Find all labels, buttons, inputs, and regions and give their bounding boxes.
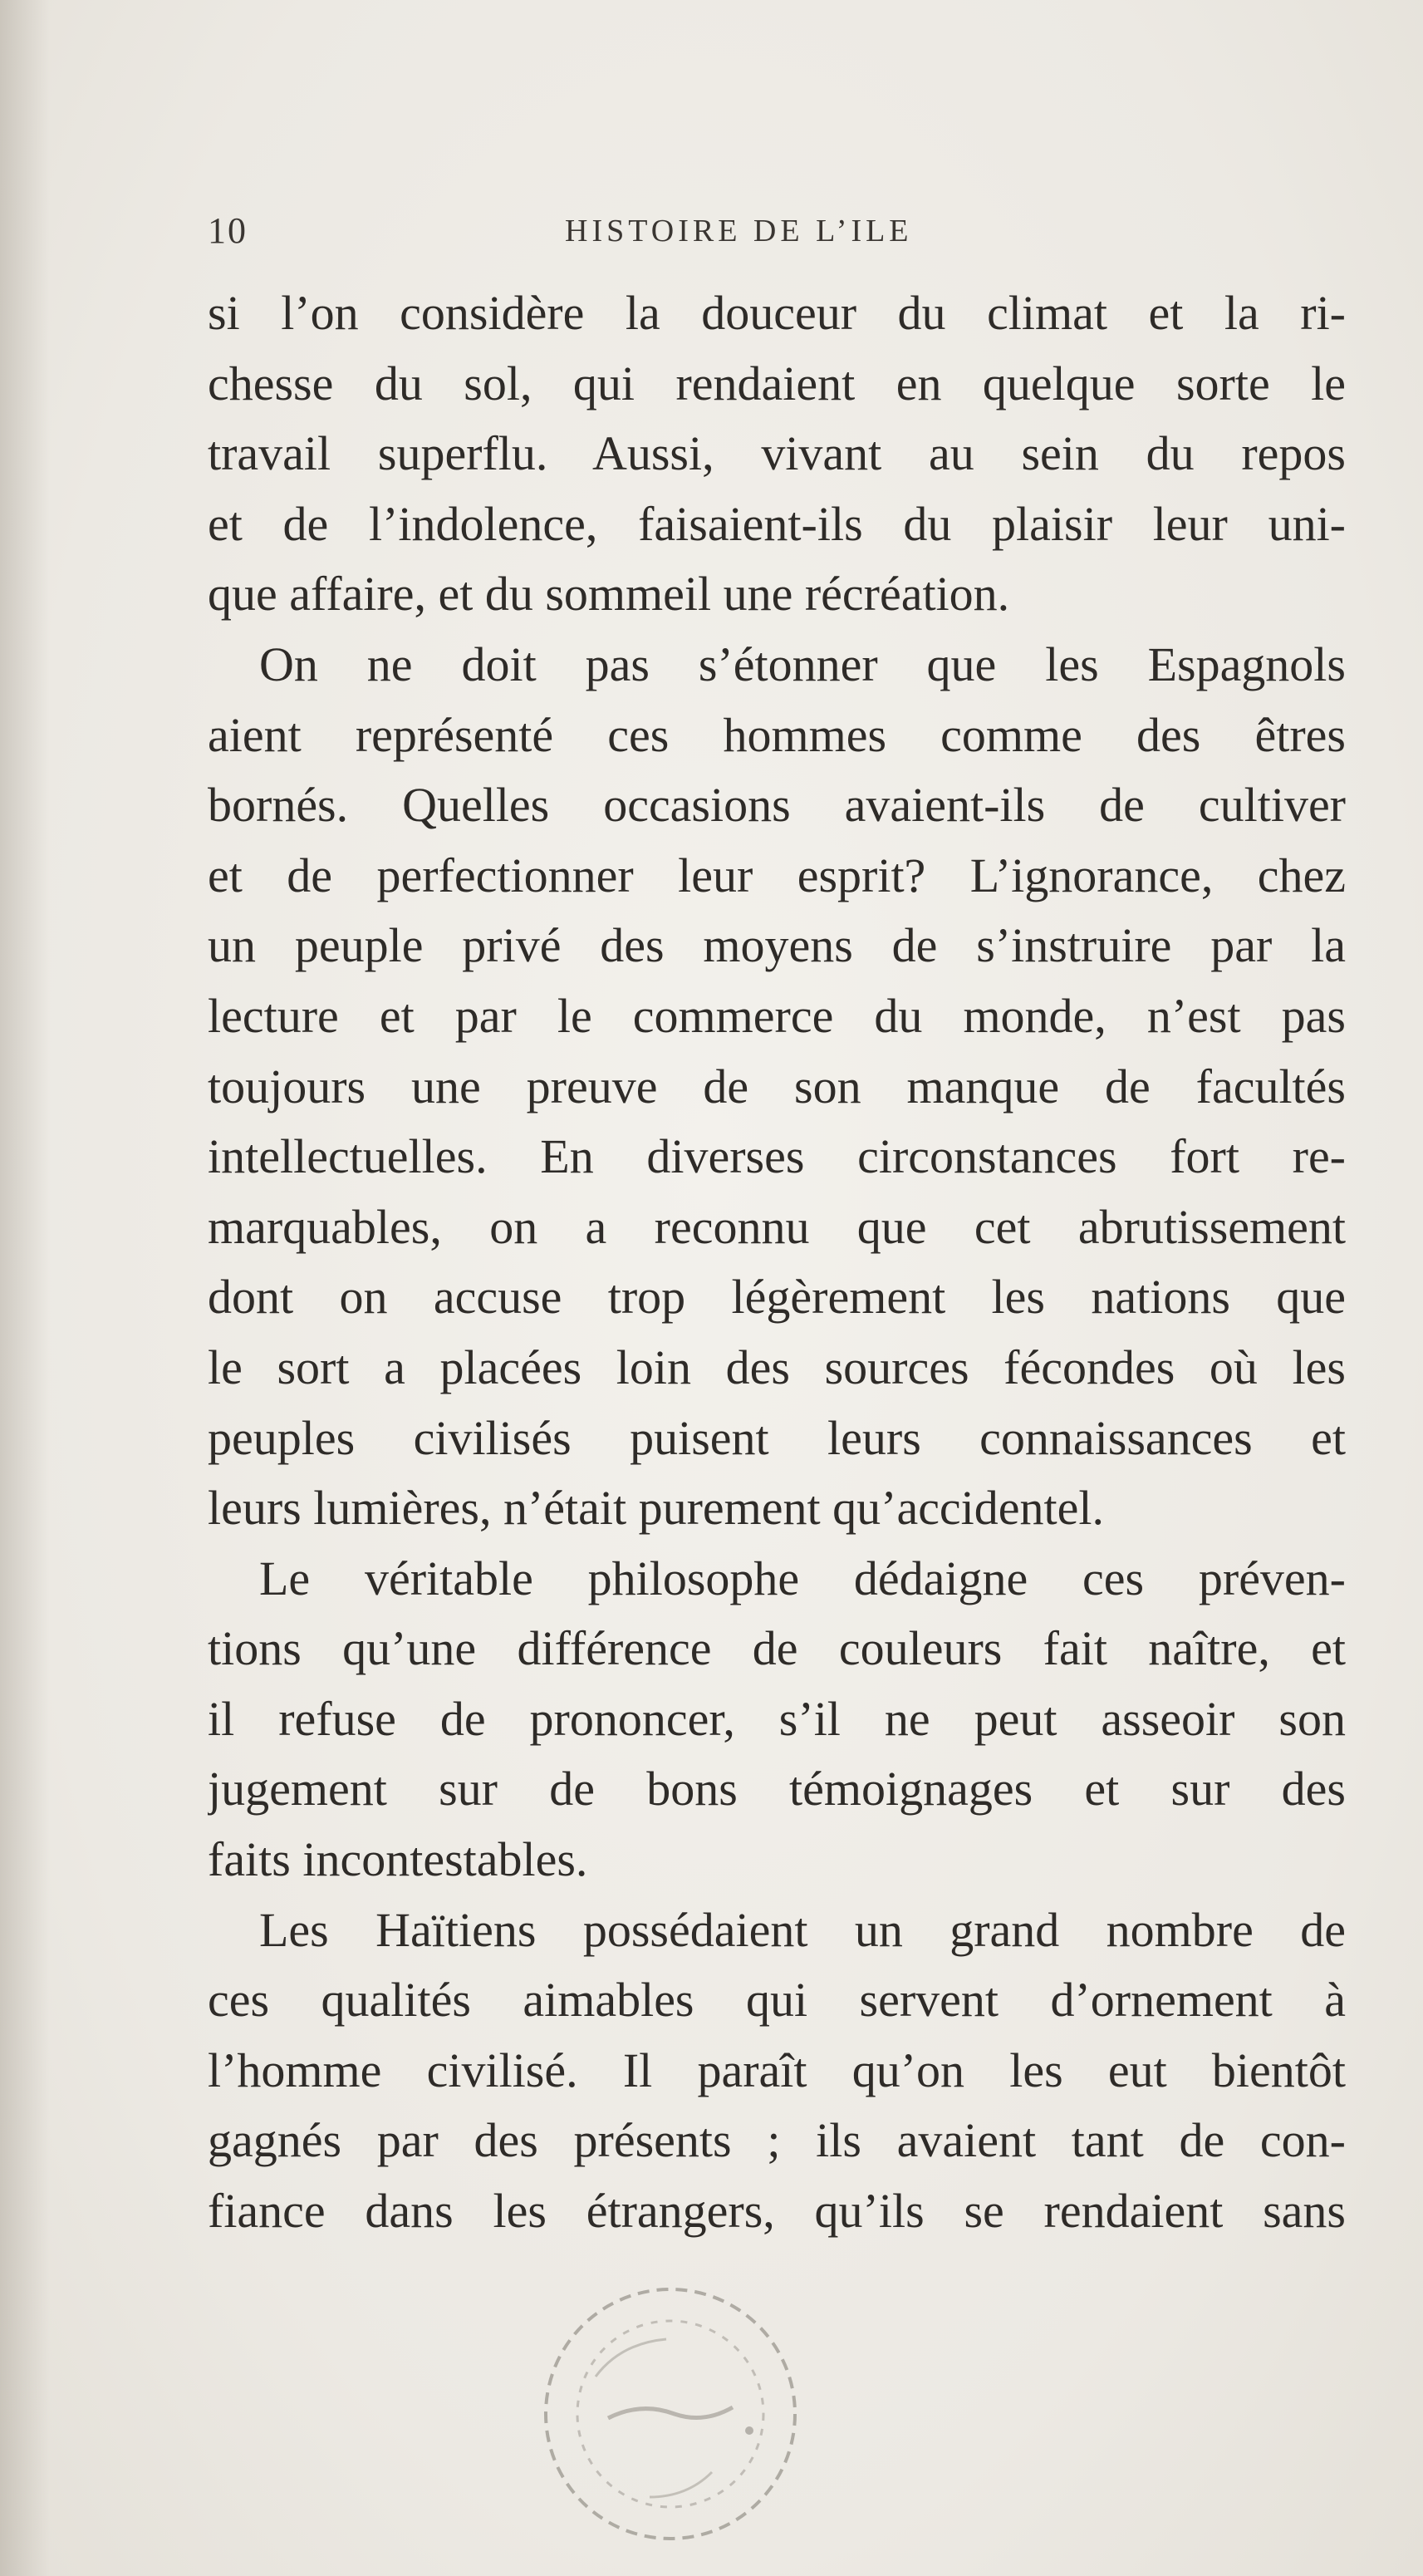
- paragraph-first-line: Le véritable philosophe dédaigne ces préven-: [259, 1551, 1346, 1605]
- text-line: un peuple privé des moyens de s’instruire par la: [208, 918, 1346, 973]
- running-title: HISTOIRE DE L’ILE: [565, 214, 913, 248]
- text-line: chesse du sol, qui rendaient en quelque sorte le: [208, 356, 1346, 410]
- running-head: [208, 209, 1346, 259]
- text-line: et de perfectionner leur esprit? L’ignorance, chez: [208, 848, 1346, 902]
- text-line: fiance dans les étrangers, qu’ils se rendaient sans: [208, 2184, 1346, 2239]
- library-stamp-icon: [517, 2277, 824, 2551]
- text-line: et de l’indolence, faisaient-ils du plaisir leur uni-: [208, 496, 1346, 551]
- text-line: l’homme civilisé. Il paraît qu’on les eut bientôt: [208, 2043, 1346, 2097]
- text-line: leurs lumières, n’était purement qu’accidentel.: [208, 1481, 1105, 1536]
- text-line: que affaire, et du sommeil une récréation.: [208, 567, 1010, 622]
- text-line: bornés. Quelles occasions avaient-ils de cultiver: [208, 778, 1346, 833]
- text-line: si l’on considère la douceur du climat et la ri-: [208, 286, 1346, 340]
- text-line: tions qu’une différence de couleurs fait naître, et: [208, 1621, 1346, 1676]
- text-line: faits incontestables.: [208, 1832, 588, 1887]
- text-line: lecture et par le commerce du monde, n’est pas: [208, 988, 1346, 1043]
- text-line: il refuse de prononcer, s’il ne peut asseoir son: [208, 1691, 1346, 1746]
- text-line: peuples civilisés puisent leurs connaissances et: [208, 1410, 1346, 1465]
- text-line: dont on accuse trop légèrement les nations que: [208, 1270, 1346, 1325]
- page-number: 10: [208, 210, 248, 251]
- text-line: marquables, on a reconnu que cet abrutissement: [208, 1199, 1346, 1254]
- text-line: le sort a placées loin des sources fécondes où les: [208, 1340, 1346, 1394]
- text-line: aient représenté ces hommes comme des êtres: [208, 707, 1346, 762]
- text-line: jugement sur de bons témoignages et sur des: [208, 1762, 1346, 1816]
- text-line: intellectuelles. En diverses circonstances fort re-: [208, 1129, 1346, 1184]
- text-line: travail superflu. Aussi, vivant au sein du repos: [208, 426, 1346, 481]
- body-text: [208, 278, 1346, 2247]
- text-line: toujours une preuve de son manque de facultés: [208, 1059, 1346, 1113]
- paragraph-first-line: On ne doit pas s’étonner que les Espagnols: [259, 637, 1346, 691]
- text-line: ces qualités aimables qui servent d’ornement à: [208, 1973, 1346, 2028]
- text-line: gagnés par des présents ; ils avaient tant de con-: [208, 2113, 1346, 2168]
- paragraph-first-line: Les Haïtiens possédaient un grand nombre de: [259, 1902, 1346, 1957]
- gutter-shadow: [0, 0, 50, 2576]
